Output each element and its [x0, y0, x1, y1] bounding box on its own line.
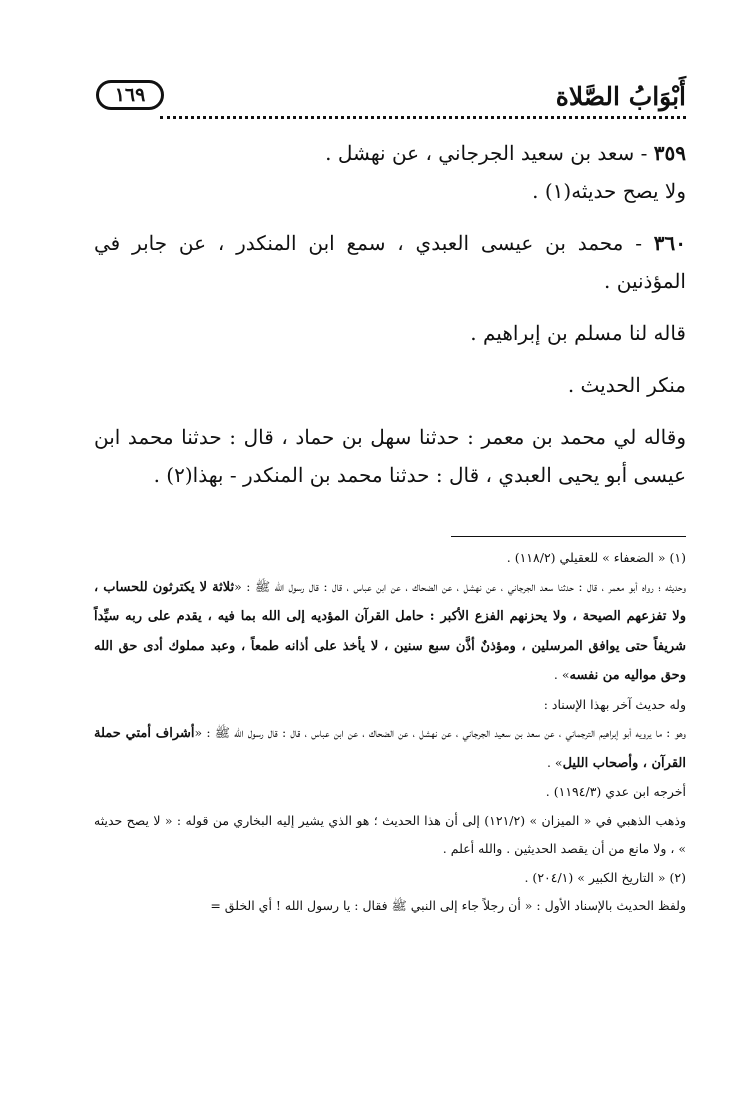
entry-359-line-2: ولا يصح حديثه(١) . — [532, 179, 686, 203]
entry-359-line-1 — [94, 134, 686, 172]
footnote-text: » . — [546, 754, 563, 770]
footnote-2-text: ولفظ الحديث بالإسناد الأول : « أن رجلاً جاء إلى النبي ﷺ فقال : يا رسول الله ! أي الخلق = — [210, 898, 686, 913]
entry-360-line-4: وقاله لي محمد بن معمر : حدثنا سهل بن حماد ، قال : حدثنا محمد ابن عيسى أبو يحيى العبدي ، قال : حدثنا محمد بن المنكدر - بهذا(٢) . — [94, 425, 686, 487]
entry-360-line-3: منكر الحديث . — [567, 373, 686, 397]
footnote-text: » . — [553, 667, 570, 682]
page-number: ١٦٩ — [114, 84, 146, 106]
entry-text: - محمد بن عيسى العبدي ، سمع ابن المنكدر ، عن جابر في المؤذنين . — [94, 231, 686, 293]
footnotes — [94, 544, 686, 921]
main-text — [94, 134, 686, 494]
page-number-frame — [96, 80, 164, 110]
entry-number: ٣٥٩ — [653, 141, 686, 165]
entry-360-line-2: قاله لنا مسلم بن إبراهيم . — [470, 321, 686, 345]
entry-number: ٣٦٠ — [653, 231, 687, 255]
footnote-1-line: وله حديث آخر بهذا الإسناد : — [543, 696, 686, 712]
hadith-text: أشراف أمتي حملة القرآن ، وأصحاب الليل — [94, 726, 686, 771]
footnote-1-source: أخرجه ابن عدي (١١٩٤/٣) . — [545, 784, 686, 799]
header-divider — [160, 116, 686, 119]
chapter-title: أَبْوَابُ الصَّلاة — [555, 82, 686, 111]
footnote-1-hadith — [94, 573, 686, 691]
footnote-1-second-hadith — [94, 719, 686, 778]
footnote-text: وحديثه ؛ رواه أبو معمر ، قال : حدثنا سعد الجرجاني ، عن نهشل ، عن الضحاك ، عن ابن عباس ، قال : قال رسول الله ﷺ : « — [234, 578, 686, 594]
footnote-1-comment: وذهب الذهبي في « الميزان » (١٢١/٢) إلى أن هذا الحديث ؛ هو الذي يشير إليه البخاري من قوله : « لا يصح حديثه » ، ولا مانع من أن يقصد الحديثين . والله أعلم . — [94, 812, 686, 856]
footnote-divider — [451, 536, 686, 537]
entry-text: - سعد بن سعيد الجرجاني ، عن نهشل . — [325, 141, 648, 165]
footnote-2-reference: (٢) « التاريخ الكبير » (٢٠٤/١) . — [524, 869, 686, 885]
footnote-1-reference: (١) « الضعفاء » للعقيلي (١١٨/٢) . — [506, 550, 686, 565]
page-header — [96, 78, 686, 120]
entry-360-line-1 — [94, 224, 686, 300]
hadith-text: ثلاثة لا يكترثون للحساب ، ولا تفزعهم الصيحة ، ولا يحزنهم الفزع الأكبر : حامل القرآن المؤديه إلى الله بما فيه ، يقدم على ربه سيِّداً شريفاً حتى يوافق المرسلين ، ومؤذنٌ أذَّن سبع سنين ، لا يأخذ على أذانه طمعاً ، وعبد مملوك أدى حق الله وحق مواليه من نفسه — [94, 579, 686, 683]
footnote-text: وهو : ما يرويه أبو إبراهيم الترجماني ، عن سعد بن سعيد الجرجاني ، عن نهشل ، عن الضحاك ، عن ابن عباس ، قال : قال رسول الله ﷺ : « — [194, 725, 686, 740]
